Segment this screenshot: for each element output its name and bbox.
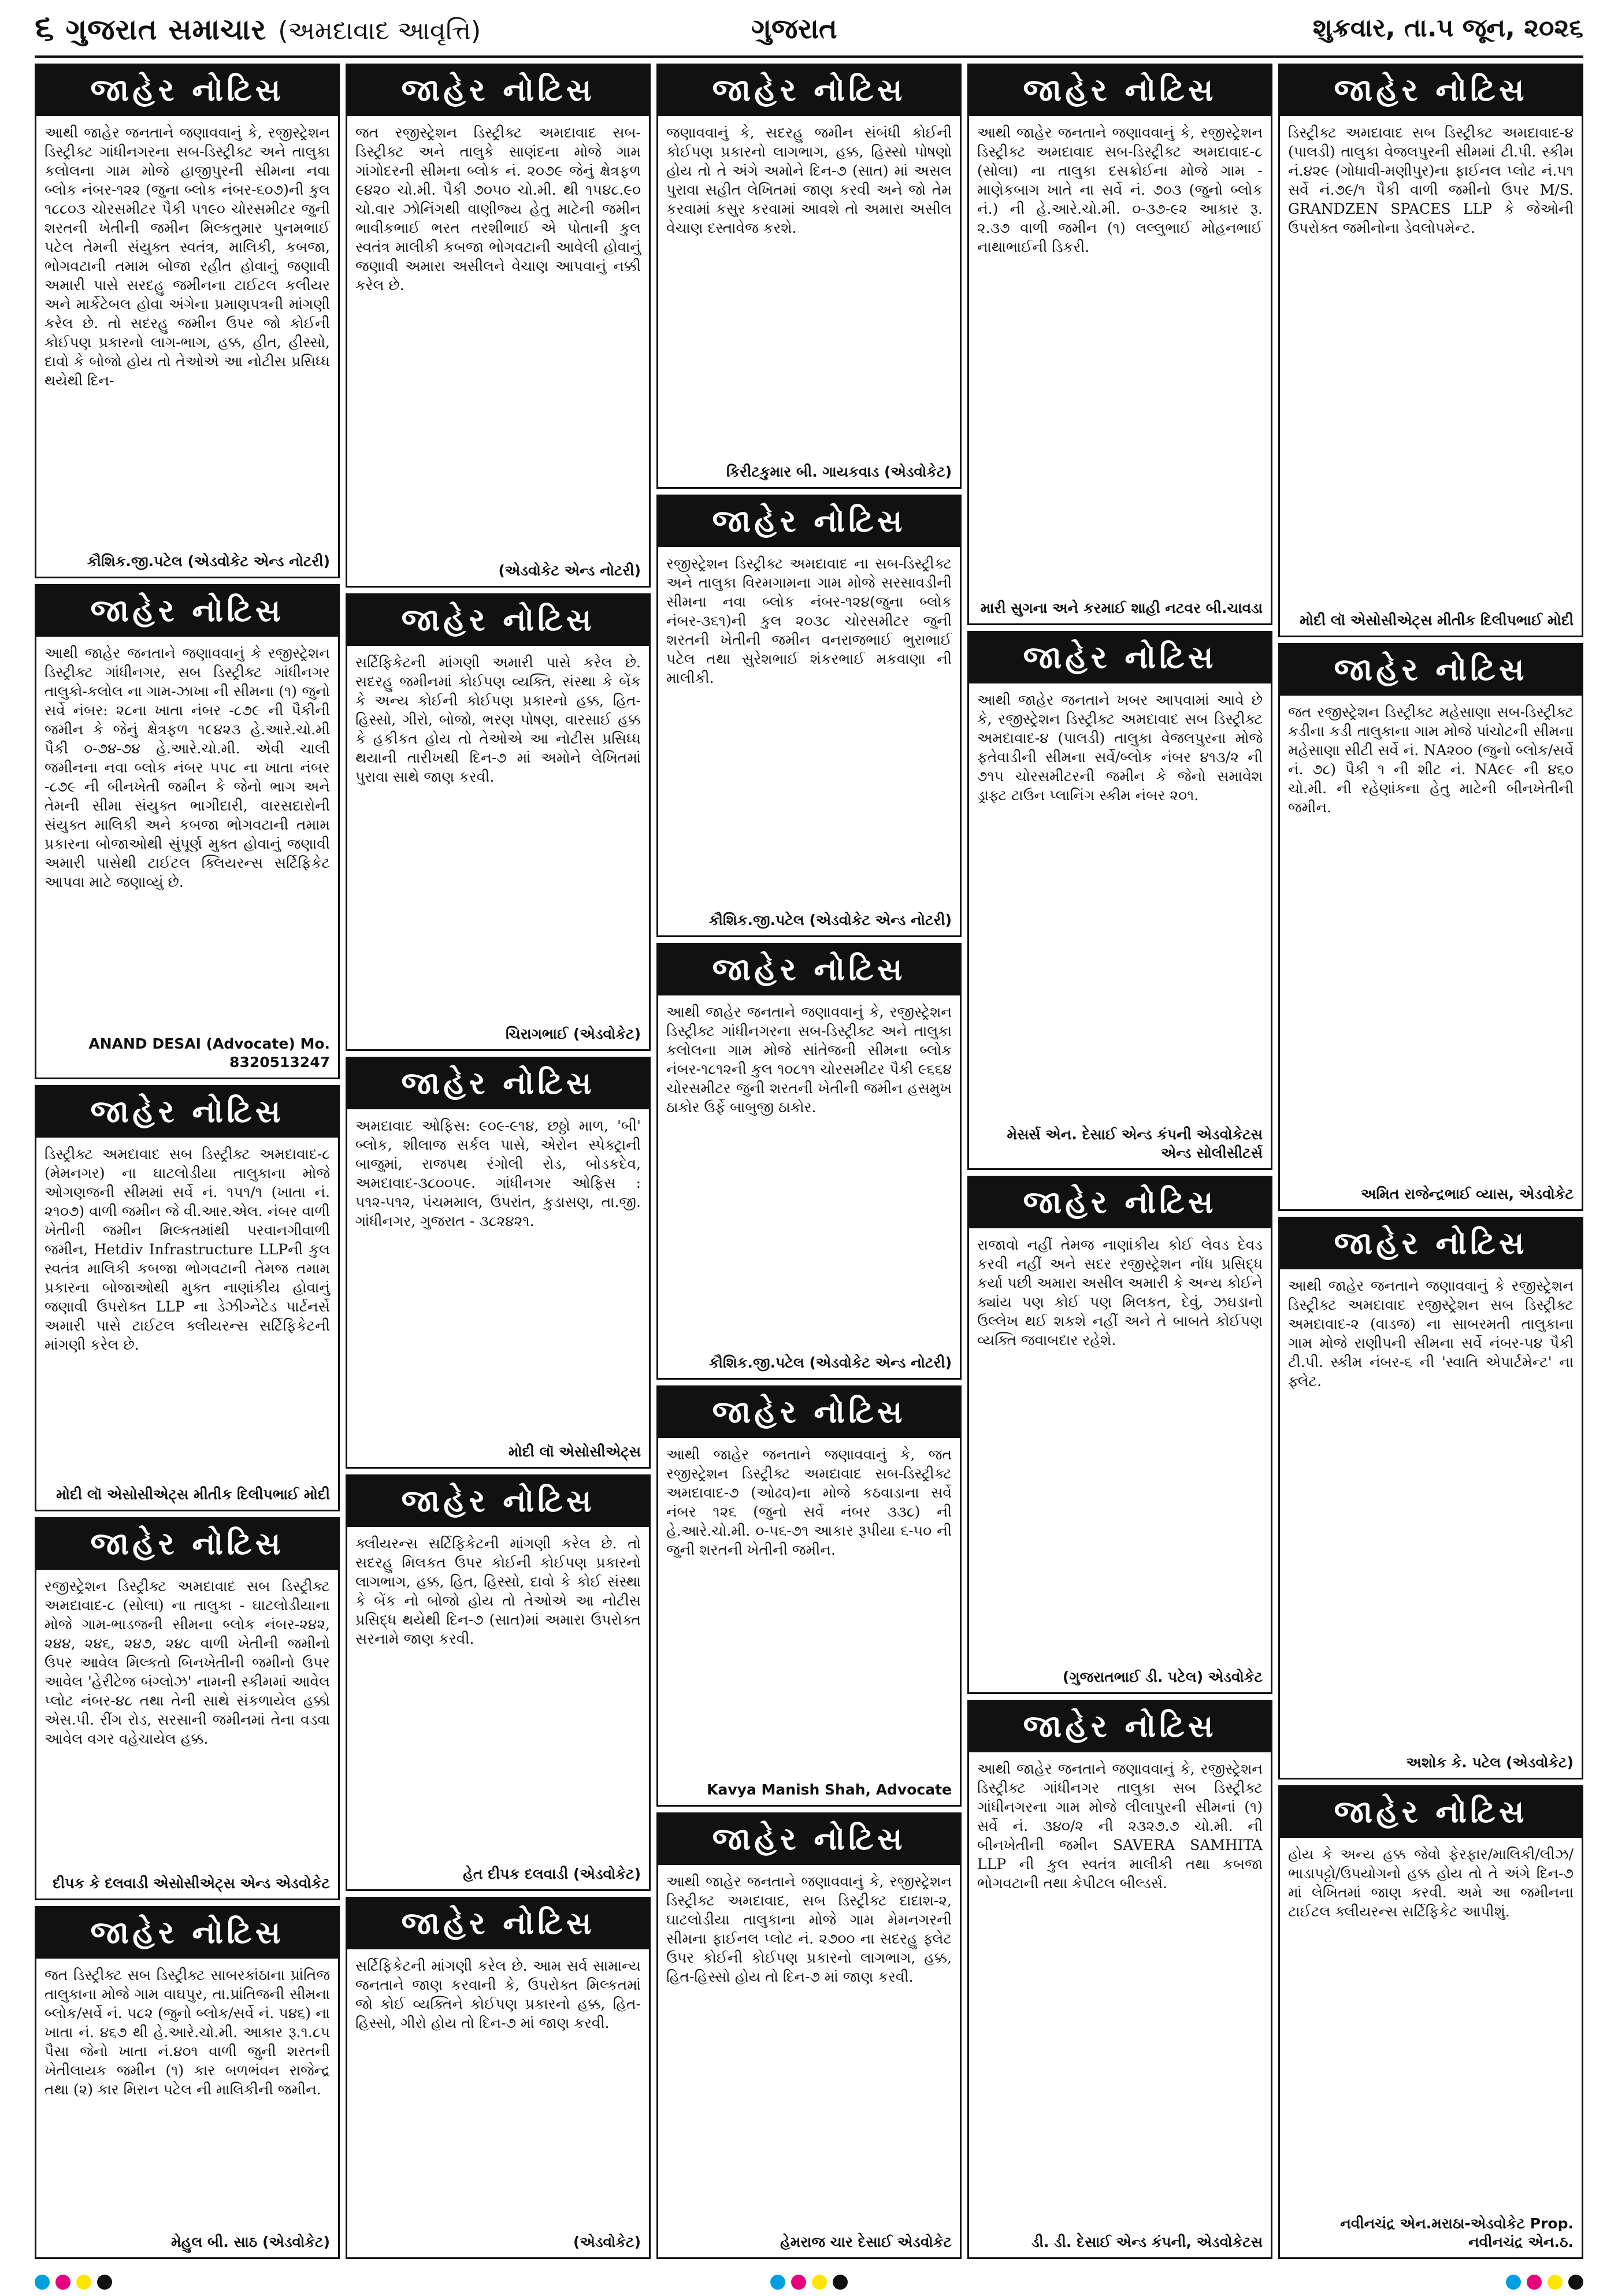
notice-signature: મોદી લૉ એસોસીએટ્સ [508, 1443, 641, 1461]
registration-dot [1568, 2275, 1583, 2290]
public-notice [656, 943, 962, 1379]
notice-heading: જાહેર નોટિસ [347, 595, 649, 646]
notice-body: આથી જાહેર જનતાને ખબર આપવામાં આવે છે કે, રજીસ્ટ્રેશન ડિસ્ટ્રીક્ટ અમદાવાદ સબ ડિસ્ટ્રીક્ટ અમદાવાદ-૪ (પાલડી) તાલુકા વેજલપુરના મોજે ફતેવાડીની સીમના સર્વે/બ્લોક નંબર ૪૧૩/૨ ની ૭૧૫ ચોરસમીટરની જમીન કે જેનો સમાવેશ ડ્રાફ્ટ ટાઉન પ્લાનિંગ સ્કીમ નંબર ૨૦૧. [977, 692, 1263, 804]
public-notice [1278, 643, 1583, 1211]
registration-dot [1548, 2275, 1563, 2290]
registration-dot [97, 2275, 112, 2290]
notice-body: જત રજીસ્ટ્રેશન ડિસ્ટ્રીક્ટ અમદાવાદ સબ-ડિસ્ટ્રીક્ટ અને તાલુકે સાણંદના મોજે ગામ ગાંગોદરની સીમના બ્લોક નં. ૨૦૭૯ જેનું ક્ષેત્રફળ ૯૪૨૦ ચો.મી. પૈકી ૭૦૫૦ ચો.મી. થી ૧૫૪૮.૯૦ ચો.વાર ઝોનિંગથી વાણીજ્ય હેતુ માટેની જમીન ભાવીકભાઈ ભરત તરશીભાઈ એ પોતાની કુલ સ્વતંત્ર માલીકી કબજા ભોગવટાની આવેલી હોવાનું જણાવી અમારા અસીલને વેચાણ આપવાનું નક્કી કરેલ છે. [355, 124, 641, 293]
notice-heading: જાહેર નોટિસ [36, 1087, 338, 1138]
notice-heading: જાહેર નોટિસ [347, 1476, 649, 1527]
notice-signature: મોદી લૉ એસોસીએટ્સ મીતીક દિલીપભાઈ મોદી [56, 1485, 330, 1503]
notice-body: સર્ટિફિકેટની માંગણી કરેલ છે. આમ સર્વ સામાન્ય જનતાને જાણ કરવાની કે, ઉપરોક્ત મિલ્કતમાં જો કોઈ વ્યક્તિને કોઈપણ પ્રકારનો હક્ક, હિત-હિસ્સો, ગીરો હોય તો દિન-૭ માં જાણ કરવી. [355, 1957, 641, 2031]
notice-heading: જાહેર નોટિસ [658, 1387, 960, 1438]
notice-column [656, 64, 962, 2259]
notice-signature: દીપક કે દલવાડી એસોસીએટ્સ એન્ડ એડવોકેટ [53, 1875, 330, 1892]
registration-dot [1506, 2275, 1521, 2290]
masthead [0, 0, 1618, 55]
registration-dot [35, 2275, 50, 2290]
dateline: શુક્રવાર, તા.૫ જૂન, ૨૦૨૬ [1312, 13, 1583, 43]
public-notice [967, 64, 1272, 625]
notice-heading: જાહેર નોટિસ [1280, 645, 1582, 696]
registration-dot [1527, 2275, 1542, 2290]
notice-signature: ચિરાગભાઈ (એડવોકેટ) [505, 1025, 641, 1042]
registration-dots-center [770, 2275, 848, 2290]
notice-heading: જાહેર નોટિસ [36, 1519, 338, 1570]
registration-bar [0, 2271, 1618, 2294]
registration-dot [812, 2275, 827, 2290]
notice-body: ડિસ્ટ્રીક્ટ અમદાવાદ સબ ડિસ્ટ્રીક્ટ અમદાવાદ-૪ (પાલડી) તાલુકા વેજલપુરની સીમમાં ટી.પી. સ્કીમ નં.૪૨૯ (ગોધાવી-મણીપુર)ના ફાઈનલ પ્લોટ નં.૫૧ સર્વે નં.૭૯/૧ પૈકી વાળી જમીનો ઉપર M/S. GRANDZEN SPACES LLP કે જેઓની ઉપરોક્ત જમીનોના ડેવલોપમેન્ટ. [1288, 124, 1574, 236]
notice-signature: (એડવોકેટ) [573, 2233, 641, 2250]
notice-body: જણાવવાનું કે, સદરહુ જમીન સંબંધી કોઈની કોઈપણ પ્રકારનો લાગભાગ, હક્ક, હિસ્સો પોષણો હોય તો તે અંગે અમોને દિન-૭ (સાત) માં અસલ પુરાવા સહીત લેખિતમાં જાણ કરવી અને જો તેમ કરવામાં કસુર કરવામાં આવશે તો અમારા અસીલ વેચાણ દસ્તાવેજ કરશે. [666, 124, 952, 236]
public-notice [656, 495, 962, 937]
notice-body: રાજાવો નહીં તેમજ નાણાંકીય કોઈ લેવડ દેવડ કરવી નહીં અને સદર રજીસ્ટ્રેશન નોંધ પ્રસિદ્ધ કર્યા પછી અમારા અસીલ અમારી કે અન્ય કોઈને ક્યાંય પણ કોઈ પણ મિલકત, દેવું, ઝઘડાનો ઉલ્લેખ થઈ શકશે નહીં અને તે બાબતે કોઈપણ વ્યક્તિ જવાબદાર રહેશે. [977, 1236, 1263, 1348]
notice-body: રજીસ્ટ્રેશન ડિસ્ટ્રીક્ટ અમદાવાદ ના સબ-ડિસ્ટ્રીક્ટ અને તાલુકા વિરમગામના ગામ મોજે સરસાવડીની સીમના નવા બ્લોક નંબર-૧૨૪(જુના બ્લોક નંબર-૩૬૧)ની કુલ ૨૦૩૮ ચોરસમીટર જુની શરતની ખેતીની જમીન વનરાજભાઈ ભુરાભાઈ પટેલ તથા સુરેશભાઈ શંકરભાઈ મકવાણા ની માલીકી. [666, 555, 952, 687]
notice-heading: જાહેર નોટિસ [658, 65, 960, 116]
notice-signature: કૌશિક.જી.પટેલ (એડવોકેટ એન્ડ નોટરી) [708, 1354, 952, 1371]
public-notice [346, 1474, 651, 1890]
notice-signature: મોદી લૉ એસોસીએટ્સ મીતીક દિલીપભાઈ મોદી [1300, 611, 1574, 629]
registration-dot [76, 2275, 91, 2290]
notice-heading: જાહેર નોટિસ [347, 1899, 649, 1949]
notice-heading: જાહેર નોટિસ [347, 1058, 649, 1109]
notice-body: ડિસ્ટ્રીક્ટ અમદાવાદ સબ ડિસ્ટ્રીક્ટ અમદાવાદ-૮ (મેમનગર) ના ઘાટલોડીયા તાલુકાના મોજે ઓગણજની સીમમાં સર્વે નં. ૧૫૧/૧ (ખાતા નં. ૨૧૦૭) વાળી જમીન જે વી.આર.એલ. નંબર વાળી ખેતીની જમીન મિલ્કતમાંથી પરવાનગીવાળી જમીન, Hetdiv Infrastructure LLPની કુલ સ્વતંત્ર માલિકી કબજા ભોગવટાની તેમજ તમામ પ્રકારના બોજાઓથી મુક્ત નાણાંકીય હોવાનું જણાવી ઉપરોક્ત LLP ના ડેઝીગ્નેટેડ પાર્ટનર્સે અમારી પાસે ટાઈટલ ક્લીયરન્સ સર્ટિફિકેટની માંગણી કરેલ છે. [44, 1146, 330, 1354]
notice-body: જત રજીસ્ટ્રેશન ડિસ્ટ્રીક્ટ મહેસાણા સબ-ડિસ્ટ્રીક્ટ કડીના કડી તાલુકાના ગામ મોજે પાંચોટની સીમના મહેસાણા સીટી સર્વે નં. NA૨૦૦ (જુનો બ્લોક/સર્વે નં. ૭૮) પૈકી ૧ ની શીટ નં. NA૯૯ ની ૪૬૦ ચો.મી. ની રહેણાંકના હેતુ માટેની બીનખેતીની જમીન. [1288, 703, 1574, 816]
notice-signature: (એડવોકેટ એન્ડ નોટરી) [498, 562, 641, 579]
notice-body: આથી જાહેર જનતાને જણાવવાનું કે રજીસ્ટ્રેશન ડિસ્ટ્રીક્ટ અમદાવાદ રજીસ્ટ્રેશન સબ ડિસ્ટ્રીક્ટ અમદાવાદ-૨ (વાડજ) ના સાબરમતી તાલુકાના ગામ મોજે રાણીપની સીમના સર્વે નંબર-૫૪ પૈકી ટી.પી. સ્કીમ નંબર-૬ ની 'સ્વાતિ એપાર્ટમેન્ટ' ના ફ્લેટ. [1288, 1277, 1574, 1390]
notice-signature: અમિત રાજેન્દ્રભાઈ વ્યાસ, એડવોકેટ [1361, 1185, 1574, 1202]
public-notice [967, 1700, 1272, 2259]
notice-body: જત ડિસ્ટ્રીક્ટ સબ ડિસ્ટ્રીક્ટ સાબરકાંઠાના પ્રાંતિજ તાલુકાના મોજે ગામ વાઘપુર, તા.પ્રાંતિજની સીમના બ્લોક/સર્વે નં. ૫૮૨ (જુનો બ્લોક/સર્વે નં. ૫૪૬) ના ખાતા નં. ૪૬૭ થી હે.આરે.ચો.મી. આકાર રૂ.૧.૮૫ પૈસા જેનો ખાતા નં.૪૦૧ વાળી જુની શરતની ખેતીલાયક જમીન (૧) કાર બળભંવન રાજેન્દ્ર તથા (૨) કાર મિરાન પટેલ ની માલિકીની જમીન. [44, 1967, 330, 2098]
notice-body: અમદાવાદ ઓફિસ: ૯૦૯-૯૧૪, છઠ્ઠો માળ, 'બી' બ્લોક, શીલાજ સર્કલ પાસે, એરોન સ્પેક્ટ્રાની બાજુમાં, રાજપથ રંગોલી રોડ, બોડકદેવ, અમદાવાદ-૩૮૦૦૫૯. ગાંધીનગર ઓફિસ : ૫૧૨-૫૧૨, પંચમમાલ, ઉપરાંત, કુડાસણ, તા.જી. ગાંધીનગર, ગુજરાત - ૩૮૨૪૨૧. [355, 1117, 641, 1229]
notice-signature: મારી સુગના અને કરમાઈ શાહી નટવર બી.ચાવડા [980, 600, 1263, 617]
public-notice [656, 64, 962, 489]
notice-signature: ડી. ડી. દેસાઈ એન્ડ કંપની, એડવોકેટસ [1031, 2233, 1263, 2250]
notice-heading: જાહેર નોટિસ [969, 1177, 1271, 1228]
public-notice [35, 584, 340, 1079]
notice-body: આથી જાહેર જનતાને જણાવવાનું કે રજીસ્ટ્રેશન ડિસ્ટ્રીક્ટ ગાંધીનગર, સબ ડિસ્ટ્રીક્ટ ગાંધીનગર તાલુકો-કલોલ ના ગામ-ઝાખા ની સીમના (૧) જુનો સર્વે નંબર: ૨૮ના ખાતા નંબર -૮૭૯ ની પૈકીની જમીન કે જેનું ક્ષેત્રફળ ૧૯૪૨૩ હે.આરે.ચો.મી પૈકી ૦-૭૪-૭૪ હે.આરે.ચો.મી. એવી ચાલી જમીનના નવા બ્લોક નંબર ૫૫૮ ના ખાતા નંબર -૮૭૯ ની બીનખેતી જમીન કે જેનો ભાગ અને તેમની સીમા સંયુક્ત ભાગીદારી, વારસદારોની સંયુક્ત માલિકી અને કબજા ભોગવટાની તમામ પ્રકારના બોજાઓથી સુંપૂર્ણ મુક્ત હોવાનું જણાવી અમારી પાસેથી ટાઈટલ ક્લિયરન્સ સર્ટિફિકેટ આપવા માટે જણાવ્યું છે. [44, 645, 330, 891]
public-notice [35, 64, 340, 578]
notice-body: આથી જાહેર જનતાને જણાવવાનું કે, જત રજીસ્ટ્રેશન ડિસ્ટ્રીક્ટ અમદાવાદ સબ-ડિસ્ટ્રીક્ટ અમદાવાદ-૭ (ઓઢવ)ના મોજે કઠવાડાના સર્વે નંબર ૧૨૬ (જુનો સર્વે નંબર ૩૩૮) ની હે.આરે.ચો.મી. ૦-૫૬-૭૧ આકાર રૂપીયા ૬-૫૦ ની જુની શરતની ખેતીની જમીન. [666, 1446, 952, 1558]
notice-heading: જાહેર નોટિસ [36, 1908, 338, 1959]
notice-column [1278, 64, 1583, 2259]
notice-column [967, 64, 1272, 2259]
notice-heading: જાહેર નોટિસ [969, 633, 1271, 683]
registration-dots-left [35, 2275, 112, 2290]
notice-heading: જાહેર નોટિસ [1280, 1787, 1582, 1838]
public-notice [967, 631, 1272, 1170]
public-notice [346, 64, 651, 588]
notice-column [346, 64, 651, 2259]
header-rule [35, 55, 1583, 58]
edition-label: (અમદાવાદ આવૃત્તિ) [278, 16, 481, 46]
registration-dot [791, 2275, 806, 2290]
notice-heading: જાહેર નોટિસ [36, 586, 338, 637]
notice-heading: જાહેર નોટિસ [658, 945, 960, 995]
notice-body: આથી જાહેર જનતાને જણાવવાનું કે, રજીસ્ટ્રેશન ડિસ્ટ્રીક્ટ ગાંધીનગર તાલુકા સબ ડિસ્ટ્રીક્ટ ગાંધીનગરના ગામ મોજે લીલાપુરની સીમનાં (૧) સર્વે નં. ૩૪૦/૨ ની ૨૩૨૭.૭ ચો.મી. ની બીનખેતીની જમીન SAVERA SAMHITA LLP ની કુલ સ્વતંત્ર માલીકી તથા કબજા ભોગવટાની તથા કેપીટલ બીલ્ડર્સ. [977, 1760, 1263, 1892]
notice-signature: કૌશિક.જી.પટેલ (એડવોકેટ એન્ડ નોટરી) [708, 912, 952, 929]
public-notice [656, 1812, 962, 2259]
notice-heading: જાહેર નોટિસ [658, 496, 960, 547]
registration-dot [770, 2275, 785, 2290]
notice-body: આથી જાહેર જનતાને જણાવવાનું કે, રજીસ્ટ્રેશન ડિસ્ટ્રીક્ટ ગાંધીનગરના સબ-ડિસ્ટ્રીક્ટ અને તાલુકા કલોલના ગામ મોજે સાંતેજની સીમના બ્લોક નંબર-૧૮૧૨ની કુલ ૧૦૮૧૧ ચોરસમીટર પૈકી ૯૬૬૪ ચોરસમીટર જુની શરતની ખેતીની જમીન હસમુખ ઠાકોર ઉર્ફે બાબુજી ઠાકોર. [666, 1004, 952, 1116]
registration-dot [833, 2275, 848, 2290]
notice-signature: Kavya Manish Shah, Advocate [707, 1781, 952, 1799]
registration-dot [55, 2275, 70, 2290]
masthead-left [35, 8, 481, 48]
paper-name: ગુજરાત સમાચાર [65, 13, 267, 46]
notice-heading: જાહેર નોટિસ [969, 1701, 1271, 1752]
public-notice [1278, 64, 1583, 637]
notice-heading: જાહેર નોટિસ [36, 65, 338, 116]
notice-signature: અશોક કે. પટેલ (એડવોકેટ) [1406, 1753, 1574, 1771]
notice-signature: ANAND DESAI (Advocate) Mo. 8320513247 [88, 1035, 330, 1071]
notice-signature: મેહુલ બી. સાઠ (એડવોકેટ) [170, 2234, 330, 2251]
notice-body: આથી જાહેર જનતાને જણાવવાનું કે, રજીસ્ટ્રેશન ડિસ્ટ્રીક્ટ અમદાવાદ, સબ ડિસ્ટ્રીક્ટ દાદાશ-૨, ઘાટલોડીયા તાલુકાના મોજે ગામ મેમનગરની સીમના ફાઈનલ પ્લોટ નં. ૨૭૦૦ ના સદરહુ ફ્લેટ ઉપર કોઈની કોઈપણ પ્રકારનો લાગભાગ, હક્ક, હિત-હિસ્સો હોય તો દિન-૭ માં જાણ કરવી. [666, 1873, 952, 1986]
notice-signature: હેમરાજ ચાર દેસાઈ એડવોકેટ [780, 2234, 952, 2250]
notice-body: આથી જાહેર જનતાને જણાવવાનું કે, રજીસ્ટ્રેશન ડિસ્ટ્રીક્ટ ગાંધીનગરના સબ-ડિસ્ટ્રીક્ટ અને તાલુકા કલોલના ગામ મોજે હાજીપુરની સીમના નવા બ્લોક નંબર-૧૨૨ (જુના બ્લોક નંબર-૬૦૭)ની કુલ ૧૮૮૦૩ ચોરસમીટર પૈકી ૫૧૯૦ ચોરસમીટર જુની શરતની ખેતીની જમીન મિલ્કતુમાર પુનમભાઈ પટેલ તેમની સંયુક્ત સ્વતંત્ર, માલિકી, કબજા, ભોગવટાની તમામ બોજા રહીત હોવાનું જણાવી અમારી પાસે સરદહુ જમીનના ટાઈટલ કલીયર અને માર્કેટેબલ હોવા અંગેના પ્રમાણપત્રની માંગણી કરેલ છે. તો સદરહુ જમીન ઉપર જો કોઈની કોઈપણ પ્રકારનો લાગ-ભાગ, હક્ક, હીત, હીસ્સો, દાવો કે બોજો હોય તો તેઓએ આ નોટીસ પ્રસિધ્ધ થયેથી દિન- [44, 124, 330, 389]
notice-signature: મેસર્સ એન. દેસાઈ એન્ડ કંપની એડવોકેટસ એન્ડ સોલીસીટર્સ [1007, 1125, 1263, 1161]
notice-body: ક્લીયરન્સ સર્ટિફિકેટની માંગણી કરેલ છે. તો સદરહુ મિલકત ઉપર કોઈની કોઈપણ પ્રકારનો લાગભાગ, હક્ક, હિત, હિસ્સો, દાવો કે કોઈ સંસ્થા કે બેંક નો બોજો હોય તો તેઓએ આ નોટીસ પ્રસિદ્ધ થયેથી દિન-૭ (સાત)માં અમારા ઉપરોક્ત સરનામે જાણ કરવી. [355, 1535, 641, 1648]
notice-heading: જાહેર નોટિસ [658, 1814, 960, 1865]
notice-columns [35, 64, 1583, 2259]
notice-body: આથી જાહેર જનતાને જણાવવાનું કે, રજીસ્ટ્રેશન ડિસ્ટ્રીક્ટ અમદાવાદ સબ-ડિસ્ટ્રીક્ટ અમદાવાદ-૮ (સોલા) ના તાલુકા દસક્રોઈના મોજે ગામ - માણેકબાગ ખાતે ના સર્વે નં. ૭૦૩ (જુનો બ્લોક નં.) ની હે.આરે.ચો.મી. ૦-૩૭-૯૨ આકાર રૂ. ૨.૩૭ વાળી જમીન (૧) લલ્લુભાઈ મોહનભાઈ નાથાભાઈની ડિકરી. [977, 124, 1263, 255]
public-notice [346, 1897, 651, 2259]
notice-signature: હેત દીપક દલવાડી (એડવોકેટ) [463, 1865, 641, 1882]
notice-heading: જાહેર નોટિસ [1280, 65, 1582, 116]
notice-signature: કિરીટકુમાર બી. ગાયકવાડ (એડવોકેટ) [726, 463, 952, 481]
notice-signature: નવીનચંદ્ર એન.મરાઠા-એડવોકેટ Prop. નવીનચંદ્ર એન.ઠ. [1340, 2215, 1574, 2250]
section-title: ગુજરાત [751, 13, 837, 45]
notice-heading: જાહેર નોટિસ [347, 65, 649, 116]
notice-body: રજીસ્ટ્રેશન ડિસ્ટ્રીક્ટ અમદાવાદ સબ ડિસ્ટ્રીક્ટ અમદાવાદ-૮ (સોલા) ના તાલુકા - ઘાટલોડીયાના મોજે ગામ-ભાડજની સીમના બ્લોક નંબર-૨૪૨, ૨૪૪, ૨૪૬, ૨૪૭, ૨૪૮ વાળી ખેતીની જમીનો ઉપર આવેલ મિલ્કતો બિનખેતીની જમીનો ઉપર આવેલ 'હેરીટેજ બંગ્લોઝ' નામની સ્કીમમાં આવેલ પ્લોટ નંબર-૪૮ તથા તેની સાથે સંકળાયેલ હક્કો એસ.પી. રીંગ રોડ, સરસાની જમીનમાં તેના વડવા આવેલ વગર વહેચાયેલ હક્ક. [44, 1577, 330, 1747]
registration-dots-right [1506, 2275, 1583, 2290]
notice-signature: (ગુજરાતભાઈ ડી. પટેલ) એડવોકેટ [1062, 1668, 1263, 1685]
public-notice [656, 1385, 962, 1807]
notice-heading: જાહેર નોટિસ [1280, 1218, 1582, 1269]
notice-body: સર્ટિફિકેટની માંગણી અમારી પાસે કરેલ છે. સદરહુ જમીનમાં કોઈપણ વ્યક્તિ, સંસ્થા કે બેંક કે અન્ય કોઈની કોઈપણ પ્રકારનો હક્ક, હિત-હિસ્સો, ગીરો, બોજો, ભરણ પોષણ, વારસાઈ હક્ક કે હકીકત હોય તો તેઓએ આ નોટીસ પ્રસિધ્ધ થયાની તારીખથી દિન-૭ માં અમોને લેખિતમાં પુરાવા સાથે જાણ કરવી. [355, 654, 641, 786]
public-notice [1278, 1217, 1583, 1779]
public-notice [35, 1517, 340, 1900]
notice-signature: કૌશિક.જી.પટેલ (એડવોકેટ એન્ડ નોટરી) [87, 553, 330, 570]
public-notice [346, 593, 651, 1051]
public-notice [35, 1085, 340, 1511]
public-notice [967, 1176, 1272, 1694]
notice-heading: જાહેર નોટિસ [969, 65, 1271, 116]
page-number: ૬ [35, 8, 54, 48]
public-notice [346, 1057, 651, 1469]
notice-body: હોય કે અન્ય હક્ક જેવો ફેરફાર/માલિકી/લીઝ/ભાડાપટ્ટો/ઉપયોગનો હક્ક હોય તો તે અંગે દિન-૭ માં લેખિતમાં જાણ કરવી. અમે આ જમીનના ટાઈટલ ક્લીયરન્સ સર્ટિફિકેટ આપીશું. [1288, 1845, 1574, 1920]
public-notice [1278, 1785, 1583, 2259]
public-notice [35, 1906, 340, 2259]
notice-column [35, 64, 340, 2259]
